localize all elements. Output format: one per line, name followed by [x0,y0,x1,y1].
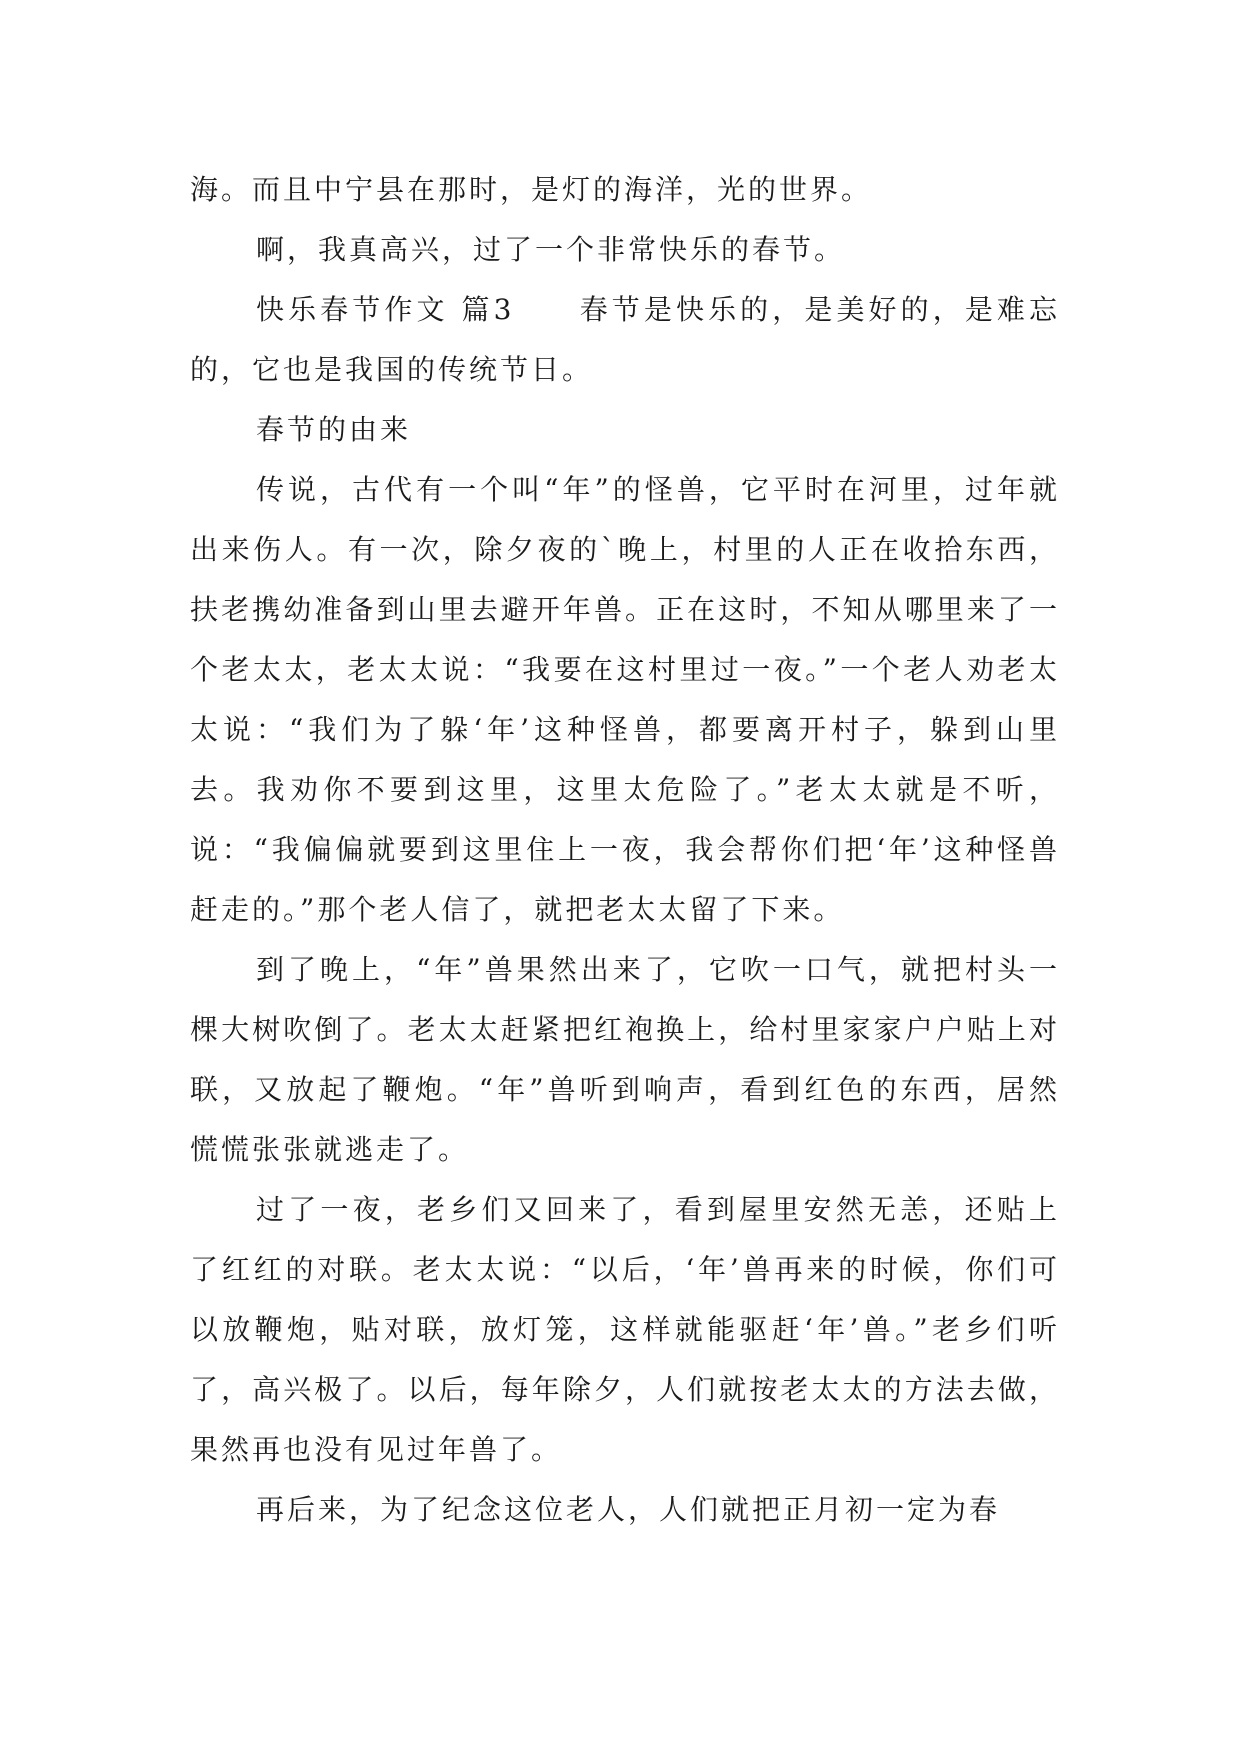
paragraph-1: 海。而且中宁县在那时，是灯的海洋，光的世界。 [190,173,873,206]
paragraph-2: 啊，我真高兴，过了一个非常快乐的春节。 [256,233,846,266]
paragraph-6: 过了一夜，老乡们又回来了，看到屋里安然无恙，还贴上了红红的对联。老太太说：“以后，‘年’兽再来的时候，你们可以放鞭炮，贴对联，放灯笼，这样就能驱赶‘年’兽。”老乡们听了，高兴极了。以后，每年除夕，人们就按老太太的方法去做，果然再也没有见过年兽了。 [190,1193,1060,1466]
paragraph-3: 快乐春节作文 篇3 春节是快乐的，是美好的，是难忘的，它也是我国的传统节日。 [190,293,1060,386]
section-heading: 春节的由来 [256,413,412,446]
paragraph-4: 传说，古代有一个叫“年”的怪兽，它平时在河里，过年就出来伤人。有一次，除夕夜的`晚上，村里的人正在收拾东西，扶老携幼准备到山里去避开年兽。正在这时，不知从哪里来了一个老太太，老太太说：“我要在这村里过一夜。”一个老人劝老太太说：“我们为了躲‘年’这种怪兽，都要离开村子，躲到山里去。我劝你不要到这里，这里太危险了。”老太太就是不听，说：“我偏偏就要到这里住上一夜，我会帮你们把‘年’这种怪兽赶走的。”那个老人信了，就把老太太留了下来。 [190,473,1060,926]
document-body [190,160,1060,1540]
paragraph-5: 到了晚上，“年”兽果然出来了，它吹一口气，就把村头一棵大树吹倒了。老太太赶紧把红袍换上，给村里家家户户贴上对联，又放起了鞭炮。“年”兽听到响声，看到红色的东西，居然慌慌张张就逃走了。 [190,953,1060,1166]
paragraph-7: 再后来，为了纪念这位老人，人们就把正月初一定为春 [256,1493,1001,1526]
